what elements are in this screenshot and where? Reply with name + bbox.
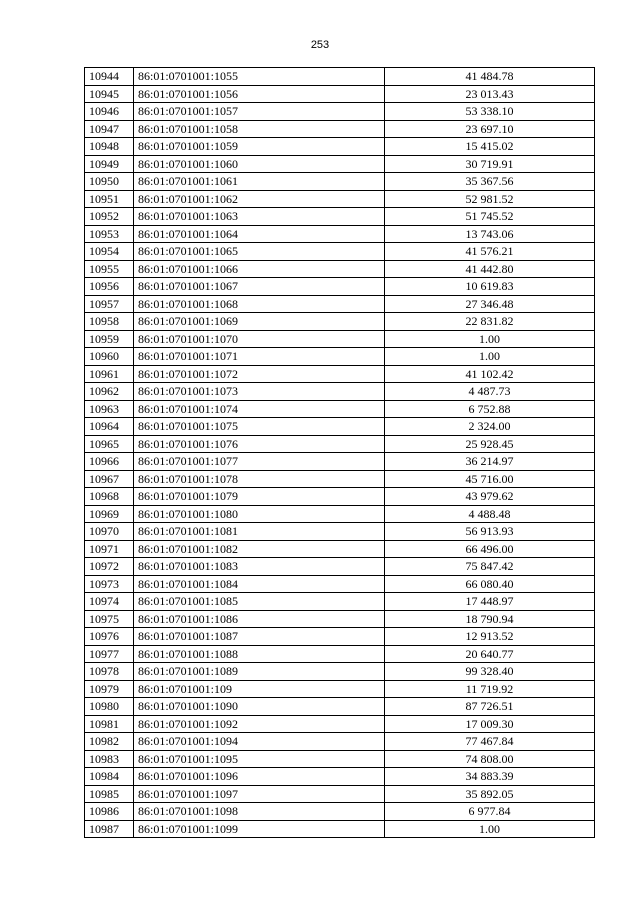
row-number-cell: 10957 (85, 295, 134, 313)
table-row (85, 523, 595, 541)
cadastral-number-cell: 86:01:0701001:1056 (134, 85, 385, 103)
cadastral-number-cell: 86:01:0701001:1065 (134, 243, 385, 261)
value-cell: 99 328.40 (385, 663, 595, 681)
row-number-cell: 10972 (85, 558, 134, 576)
value-cell: 22 831.82 (385, 313, 595, 331)
table-row (85, 733, 595, 751)
value-cell: 11 719.92 (385, 680, 595, 698)
value-cell: 23 013.43 (385, 85, 595, 103)
cadastral-number-cell: 86:01:0701001:1072 (134, 365, 385, 383)
cadastral-number-cell: 86:01:0701001:1083 (134, 558, 385, 576)
cadastral-value-table (84, 67, 595, 838)
cadastral-number-cell: 86:01:0701001:1092 (134, 715, 385, 733)
value-cell: 66 496.00 (385, 540, 595, 558)
cadastral-number-cell: 86:01:0701001:1076 (134, 435, 385, 453)
table-row (85, 85, 595, 103)
cadastral-number-cell: 86:01:0701001:1081 (134, 523, 385, 541)
cadastral-number-cell: 86:01:0701001:1075 (134, 418, 385, 436)
table-row (85, 103, 595, 121)
cadastral-number-cell: 86:01:0701001:1094 (134, 733, 385, 751)
row-number-cell: 10971 (85, 540, 134, 558)
cadastral-number-cell: 86:01:0701001:1073 (134, 383, 385, 401)
table-body (85, 68, 595, 838)
table-row (85, 575, 595, 593)
row-number-cell: 10944 (85, 68, 134, 86)
table-row (85, 488, 595, 506)
row-number-cell: 10982 (85, 733, 134, 751)
table-row (85, 173, 595, 191)
cadastral-number-cell: 86:01:0701001:1059 (134, 138, 385, 156)
row-number-cell: 10948 (85, 138, 134, 156)
cadastral-number-cell: 86:01:0701001:1088 (134, 645, 385, 663)
value-cell: 41 102.42 (385, 365, 595, 383)
table-row (85, 593, 595, 611)
row-number-cell: 10980 (85, 698, 134, 716)
table-row (85, 155, 595, 173)
row-number-cell: 10962 (85, 383, 134, 401)
row-number-cell: 10966 (85, 453, 134, 471)
cadastral-number-cell: 86:01:0701001:1080 (134, 505, 385, 523)
page-number: 253 (310, 39, 330, 51)
table-row (85, 505, 595, 523)
table-row (85, 295, 595, 313)
cadastral-number-cell: 86:01:0701001:1055 (134, 68, 385, 86)
row-number-cell: 10952 (85, 208, 134, 226)
value-cell: 75 847.42 (385, 558, 595, 576)
row-number-cell: 10976 (85, 628, 134, 646)
row-number-cell: 10977 (85, 645, 134, 663)
table-row (85, 470, 595, 488)
table-row (85, 225, 595, 243)
value-cell: 17 009.30 (385, 715, 595, 733)
cadastral-number-cell: 86:01:0701001:1079 (134, 488, 385, 506)
cadastral-number-cell: 86:01:0701001:1070 (134, 330, 385, 348)
row-number-cell: 10981 (85, 715, 134, 733)
row-number-cell: 10951 (85, 190, 134, 208)
table-row (85, 768, 595, 786)
table-row (85, 785, 595, 803)
row-number-cell: 10961 (85, 365, 134, 383)
row-number-cell: 10969 (85, 505, 134, 523)
cadastral-number-cell: 86:01:0701001:1084 (134, 575, 385, 593)
cadastral-number-cell: 86:01:0701001:1077 (134, 453, 385, 471)
cadastral-number-cell: 86:01:0701001:1067 (134, 278, 385, 296)
cadastral-number-cell: 86:01:0701001:1098 (134, 803, 385, 821)
table-row (85, 243, 595, 261)
cadastral-number-cell: 86:01:0701001:1060 (134, 155, 385, 173)
table-row (85, 348, 595, 366)
table-row (85, 190, 595, 208)
row-number-cell: 10947 (85, 120, 134, 138)
value-cell: 10 619.83 (385, 278, 595, 296)
cadastral-number-cell: 86:01:0701001:1068 (134, 295, 385, 313)
value-cell: 15 415.02 (385, 138, 595, 156)
value-cell: 53 338.10 (385, 103, 595, 121)
cadastral-number-cell: 86:01:0701001:1064 (134, 225, 385, 243)
cadastral-number-cell: 86:01:0701001:1097 (134, 785, 385, 803)
table-row (85, 715, 595, 733)
row-number-cell: 10979 (85, 680, 134, 698)
cadastral-number-cell: 86:01:0701001:1096 (134, 768, 385, 786)
cadastral-number-cell: 86:01:0701001:1082 (134, 540, 385, 558)
value-cell: 23 697.10 (385, 120, 595, 138)
cadastral-number-cell: 86:01:0701001:1085 (134, 593, 385, 611)
value-cell: 56 913.93 (385, 523, 595, 541)
row-number-cell: 10964 (85, 418, 134, 436)
table-row (85, 820, 595, 838)
value-cell: 1.00 (385, 820, 595, 838)
table-row (85, 260, 595, 278)
row-number-cell: 10968 (85, 488, 134, 506)
cadastral-number-cell: 86:01:0701001:1069 (134, 313, 385, 331)
table-row (85, 278, 595, 296)
cadastral-number-cell: 86:01:0701001:1074 (134, 400, 385, 418)
table-row (85, 383, 595, 401)
cadastral-number-cell: 86:01:0701001:1061 (134, 173, 385, 191)
cadastral-number-cell: 86:01:0701001:1090 (134, 698, 385, 716)
cadastral-number-cell: 86:01:0701001:1063 (134, 208, 385, 226)
value-cell: 35 367.56 (385, 173, 595, 191)
value-cell: 41 484.78 (385, 68, 595, 86)
row-number-cell: 10986 (85, 803, 134, 821)
value-cell: 52 981.52 (385, 190, 595, 208)
value-cell: 36 214.97 (385, 453, 595, 471)
cadastral-number-cell: 86:01:0701001:1087 (134, 628, 385, 646)
row-number-cell: 10973 (85, 575, 134, 593)
table-row (85, 365, 595, 383)
table-row (85, 645, 595, 663)
value-cell: 1.00 (385, 348, 595, 366)
value-cell: 13 743.06 (385, 225, 595, 243)
table-row (85, 120, 595, 138)
row-number-cell: 10959 (85, 330, 134, 348)
table-row (85, 313, 595, 331)
row-number-cell: 10985 (85, 785, 134, 803)
table-row (85, 680, 595, 698)
value-cell: 25 928.45 (385, 435, 595, 453)
cadastral-number-cell: 86:01:0701001:1058 (134, 120, 385, 138)
value-cell: 45 716.00 (385, 470, 595, 488)
table-row (85, 803, 595, 821)
row-number-cell: 10955 (85, 260, 134, 278)
value-cell: 6 752.88 (385, 400, 595, 418)
value-cell: 34 883.39 (385, 768, 595, 786)
row-number-cell: 10954 (85, 243, 134, 261)
row-number-cell: 10974 (85, 593, 134, 611)
value-cell: 4 488.48 (385, 505, 595, 523)
row-number-cell: 10983 (85, 750, 134, 768)
value-cell: 51 745.52 (385, 208, 595, 226)
table-row (85, 698, 595, 716)
row-number-cell: 10965 (85, 435, 134, 453)
row-number-cell: 10984 (85, 768, 134, 786)
value-cell: 41 442.80 (385, 260, 595, 278)
table-row (85, 330, 595, 348)
row-number-cell: 10956 (85, 278, 134, 296)
cadastral-number-cell: 86:01:0701001:1078 (134, 470, 385, 488)
value-cell: 18 790.94 (385, 610, 595, 628)
row-number-cell: 10978 (85, 663, 134, 681)
row-number-cell: 10945 (85, 85, 134, 103)
row-number-cell: 10975 (85, 610, 134, 628)
cadastral-number-cell: 86:01:0701001:1089 (134, 663, 385, 681)
table-row (85, 400, 595, 418)
table-row (85, 610, 595, 628)
table-row (85, 663, 595, 681)
table-row (85, 418, 595, 436)
table-row (85, 628, 595, 646)
row-number-cell: 10967 (85, 470, 134, 488)
cadastral-number-cell: 86:01:0701001:1071 (134, 348, 385, 366)
value-cell: 77 467.84 (385, 733, 595, 751)
table-row (85, 208, 595, 226)
table-row (85, 138, 595, 156)
row-number-cell: 10946 (85, 103, 134, 121)
value-cell: 6 977.84 (385, 803, 595, 821)
table-row (85, 750, 595, 768)
value-cell: 74 808.00 (385, 750, 595, 768)
table-row (85, 558, 595, 576)
value-cell: 66 080.40 (385, 575, 595, 593)
value-cell: 35 892.05 (385, 785, 595, 803)
value-cell: 30 719.91 (385, 155, 595, 173)
cadastral-number-cell: 86:01:0701001:1062 (134, 190, 385, 208)
value-cell: 2 324.00 (385, 418, 595, 436)
value-cell: 17 448.97 (385, 593, 595, 611)
cadastral-number-cell: 86:01:0701001:1066 (134, 260, 385, 278)
value-cell: 41 576.21 (385, 243, 595, 261)
row-number-cell: 10949 (85, 155, 134, 173)
row-number-cell: 10963 (85, 400, 134, 418)
table-row (85, 435, 595, 453)
value-cell: 1.00 (385, 330, 595, 348)
row-number-cell: 10987 (85, 820, 134, 838)
cadastral-number-cell: 86:01:0701001:1086 (134, 610, 385, 628)
cadastral-number-cell: 86:01:0701001:1099 (134, 820, 385, 838)
table-row (85, 68, 595, 86)
row-number-cell: 10953 (85, 225, 134, 243)
value-cell: 87 726.51 (385, 698, 595, 716)
value-cell: 43 979.62 (385, 488, 595, 506)
row-number-cell: 10970 (85, 523, 134, 541)
cadastral-number-cell: 86:01:0701001:1095 (134, 750, 385, 768)
cadastral-number-cell: 86:01:0701001:1057 (134, 103, 385, 121)
table-row (85, 540, 595, 558)
table-row (85, 453, 595, 471)
value-cell: 27 346.48 (385, 295, 595, 313)
row-number-cell: 10950 (85, 173, 134, 191)
value-cell: 4 487.73 (385, 383, 595, 401)
row-number-cell: 10958 (85, 313, 134, 331)
row-number-cell: 10960 (85, 348, 134, 366)
value-cell: 12 913.52 (385, 628, 595, 646)
cadastral-number-cell: 86:01:0701001:109 (134, 680, 385, 698)
value-cell: 20 640.77 (385, 645, 595, 663)
